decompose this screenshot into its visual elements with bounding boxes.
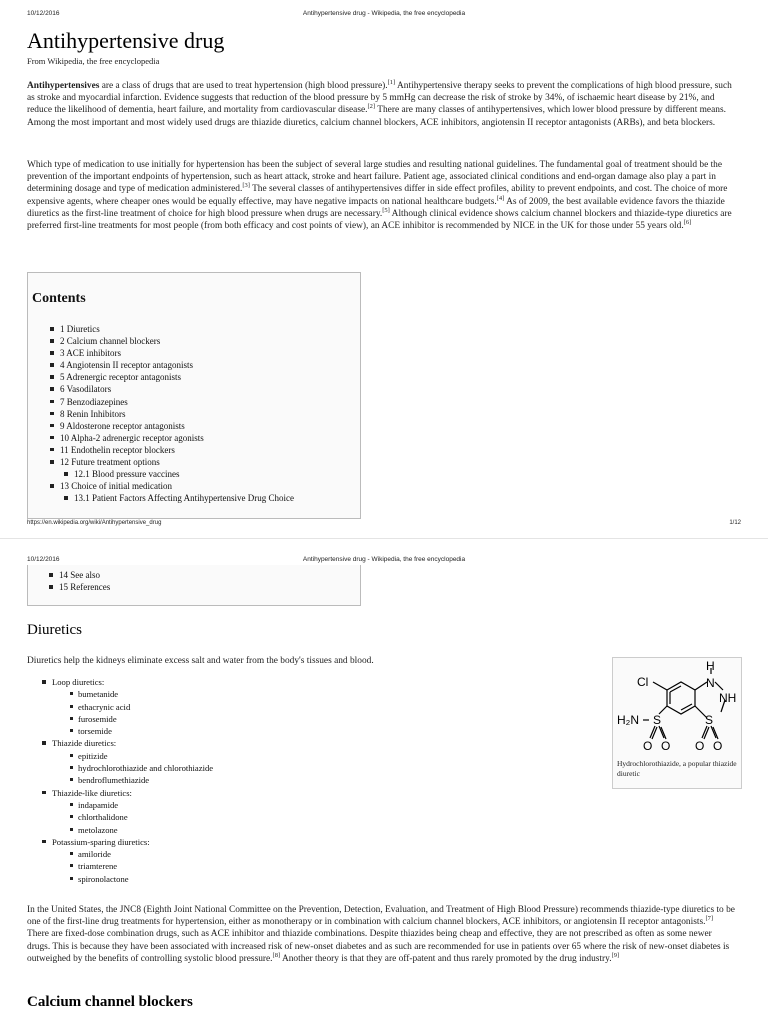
atom-label: O <box>643 739 653 753</box>
ref-link[interactable]: [4] <box>496 194 505 202</box>
atom-label: O <box>713 739 723 753</box>
toc-subitem[interactable]: 13.1 Patient Factors Affecting Antihypertensive Drug Choice <box>62 492 294 504</box>
drug-item[interactable]: amiloride <box>68 848 213 860</box>
diuretic-group <box>40 787 213 836</box>
article-title: Antihypertensive drug <box>27 28 225 53</box>
group-name: Thiazide diuretics: <box>52 738 117 749</box>
text-span: Another theory is that they are off-patent and thus rarely promoted by the drug industry. <box>280 953 612 964</box>
text-span: There are many classes of antihypertensives, which lower blood pressure by different means. Among the most important and most widely used drugs are thiazide diuretics, calcium channel blockers, ACE inhibitors, angiotensin II receptor antagonists (ARBs), and beta blockers. <box>27 105 726 128</box>
hydrochlorothiazide-structure[interactable] <box>615 660 739 758</box>
diuretics-list <box>40 676 213 885</box>
toc-item[interactable]: 6 Vasodilators <box>48 383 294 395</box>
atom-label: H <box>706 660 715 673</box>
contents-title: Contents <box>32 291 86 306</box>
toc-item[interactable]: 3 ACE inhibitors <box>48 347 294 359</box>
page-footer <box>27 520 741 526</box>
ccb-heading: Calcium channel blockers <box>27 994 193 1010</box>
drug-item[interactable]: indapamide <box>68 799 213 811</box>
toc-item[interactable]: 9 Aldosterone receptor antagonists <box>48 420 294 432</box>
toc-item[interactable]: 13 Choice of initial medication <box>48 480 294 492</box>
ref-link[interactable]: [2] <box>367 103 376 111</box>
ref-link[interactable]: [8] <box>272 951 281 959</box>
print-title: Antihypertensive drug - Wikipedia, the free encyclopedia <box>302 556 466 563</box>
drug-item[interactable]: bumetanide <box>68 688 213 700</box>
drug-item[interactable]: furosemide <box>68 713 213 725</box>
ref-link[interactable]: [3] <box>242 182 250 190</box>
drug-item[interactable]: hydrochlorothiazide and chlorothiazide <box>68 762 213 774</box>
atom-label: O <box>695 739 705 753</box>
toc-item[interactable]: 7 Benzodiazepines <box>48 396 294 408</box>
intro-paragraph-2 <box>27 159 737 232</box>
text-span: Although clinical evidence shows calcium channel blockers and thiazide-type diuretics are preferred first-line treatments for most people (from both efficacy and cost points of view), an ACE inhibitor is recommended by NICE in the UK for those under 55 years old. <box>27 208 732 232</box>
drug-item[interactable]: bendroflumethiazide <box>68 774 213 786</box>
toc-item[interactable]: 5 Adrenergic receptor antagonists <box>48 371 294 383</box>
diuretic-group <box>40 836 213 885</box>
atom-label: NH <box>719 691 737 705</box>
toc-item[interactable]: 8 Renin Inhibitors <box>48 408 294 420</box>
toc-item[interactable]: 1 Diuretics <box>48 323 294 335</box>
group-name: Potassium-sparing diuretics: <box>52 836 150 847</box>
ref-link[interactable]: [5] <box>382 206 390 214</box>
diuretics-intro: Diuretics help the kidneys eliminate excess salt and water from the body's tissues and blood. <box>27 656 374 666</box>
drug-item[interactable]: epitizide <box>68 750 213 762</box>
toc-item[interactable]: 11 Endothelin receptor blockers <box>48 444 294 456</box>
toc-subitem[interactable]: 12.1 Blood pressure vaccines <box>62 468 294 480</box>
page-separator <box>0 538 768 539</box>
text-span: are a class of drugs that are used to treat hypertension (high blood pressure). <box>99 81 388 91</box>
intro-paragraph-1 <box>27 80 737 129</box>
jnc-paragraph <box>27 904 737 965</box>
text-span: There are fixed-dose combination drugs, such as ACE inhibitor and thiazide combinations. Despite thiazides being cheap and effective, they are not prescribed as often as some newer drugs. This is because they have been associated with increased risk of new-onset diabetes and as such are recommended for use in patients over 65 where the risk of new-onset diabetes is outweighed by the benefits of controlling systolic blood pressure. <box>27 929 730 964</box>
group-name: Thiazide-like diuretics: <box>52 787 132 798</box>
toc-item[interactable]: 14 See also <box>47 569 110 581</box>
page-number: 1/12 <box>729 520 741 526</box>
diuretics-heading: Diuretics <box>27 622 82 638</box>
toc-item[interactable]: 15 References <box>47 581 110 593</box>
toc-item[interactable]: 10 Alpha-2 adrenergic receptor agonists <box>48 432 294 444</box>
diuretic-group <box>40 737 213 786</box>
print-date: 10/12/2016 <box>27 556 60 563</box>
toc-item[interactable]: 4 Angiotensin II receptor antagonists <box>48 359 294 371</box>
atom-label: H₂N <box>617 713 639 727</box>
atom-label: S <box>653 713 662 727</box>
ref-link[interactable]: [9] <box>611 951 620 959</box>
footer-url[interactable]: https://en.wikipedia.org/wiki/Antihypertensive_drug <box>27 520 162 526</box>
figure-caption: Hydrochlorothiazide, a popular thiazide diuretic <box>617 759 737 778</box>
text-span: Which type of medication to use initially for hypertension has been the subject of several large studies and resulting national guidelines. The fundamental goal of treatment should be the prevention of the important endpoints of hypertension, such as heart attack, stroke and heart failure. Patient age, associated clinical conditions and end-organ damage also play a part in determining dosage and type of medication administered. <box>27 160 723 195</box>
structure-figure <box>612 657 742 789</box>
text-span: In the United States, the JNC8 (Eighth Joint National Committee on the Prevention, Detection, Evaluation, and Treatment of High Blood Pressure) recommends thiazide-type diuretics to be one of the first-line drug treatments for hypertension, either as monotherapy or in combination with calcium channel blockers, ACE inhibitors, or angiotensin II receptor antagonists. <box>27 905 735 928</box>
atom-label: N <box>706 676 715 690</box>
text-span: Antihypertensive therapy seeks to prevent the complications of high blood pressure, such as stroke and myocardial infarction. Evidence suggests that reduction of the blood pressure by 5 mmHg can decrease the risk of stroke by 34%, of ischaemic heart disease by 21%, and reduce the likelihood of dementia, heart failure, and mortality from cardiovascular disease. <box>27 81 732 116</box>
atom-label: O <box>661 739 671 753</box>
print-title: Antihypertensive drug - Wikipedia, the free encyclopedia <box>302 10 466 17</box>
toc-item[interactable]: 2 Calcium channel blockers <box>48 335 294 347</box>
diuretic-group <box>40 676 213 737</box>
drug-item[interactable]: torsemide <box>68 725 213 737</box>
drug-item[interactable]: metolazone <box>68 824 213 836</box>
print-date: 10/12/2016 <box>27 10 60 17</box>
table-of-contents <box>27 272 361 519</box>
atom-label: S <box>705 713 714 727</box>
ref-link[interactable]: [1] <box>387 78 396 86</box>
drug-item[interactable]: triamterene <box>68 860 213 872</box>
toc-item[interactable]: 12 Future treatment options <box>48 456 294 468</box>
contents-list-continued <box>47 569 110 593</box>
ref-link[interactable]: [6] <box>683 218 692 226</box>
contents-list <box>48 323 294 504</box>
drug-item[interactable]: chlorthalidone <box>68 811 213 823</box>
article-subtitle: From Wikipedia, the free encyclopedia <box>27 56 160 66</box>
text-span: As of 2009, the best available evidence favors the thiazide diuretics as the first-line treatment of choice for high blood pressure when drugs are necessary. <box>27 196 725 219</box>
text-span: The several classes of antihypertensives differ in side effect profiles, ability to prevent endpoints, and cost. The choice of more expensive agents, where cheaper ones would be equally effective, may have negative impacts on national healthcare budgets. <box>27 184 728 207</box>
group-name: Loop diuretics: <box>52 677 105 687</box>
drug-item[interactable]: spironolactone <box>68 873 213 885</box>
drug-item[interactable]: ethacrynic acid <box>68 701 213 713</box>
ref-link[interactable]: [7] <box>705 915 714 923</box>
atom-label: Cl <box>637 675 649 689</box>
bold-term: Antihypertensives <box>27 81 100 91</box>
